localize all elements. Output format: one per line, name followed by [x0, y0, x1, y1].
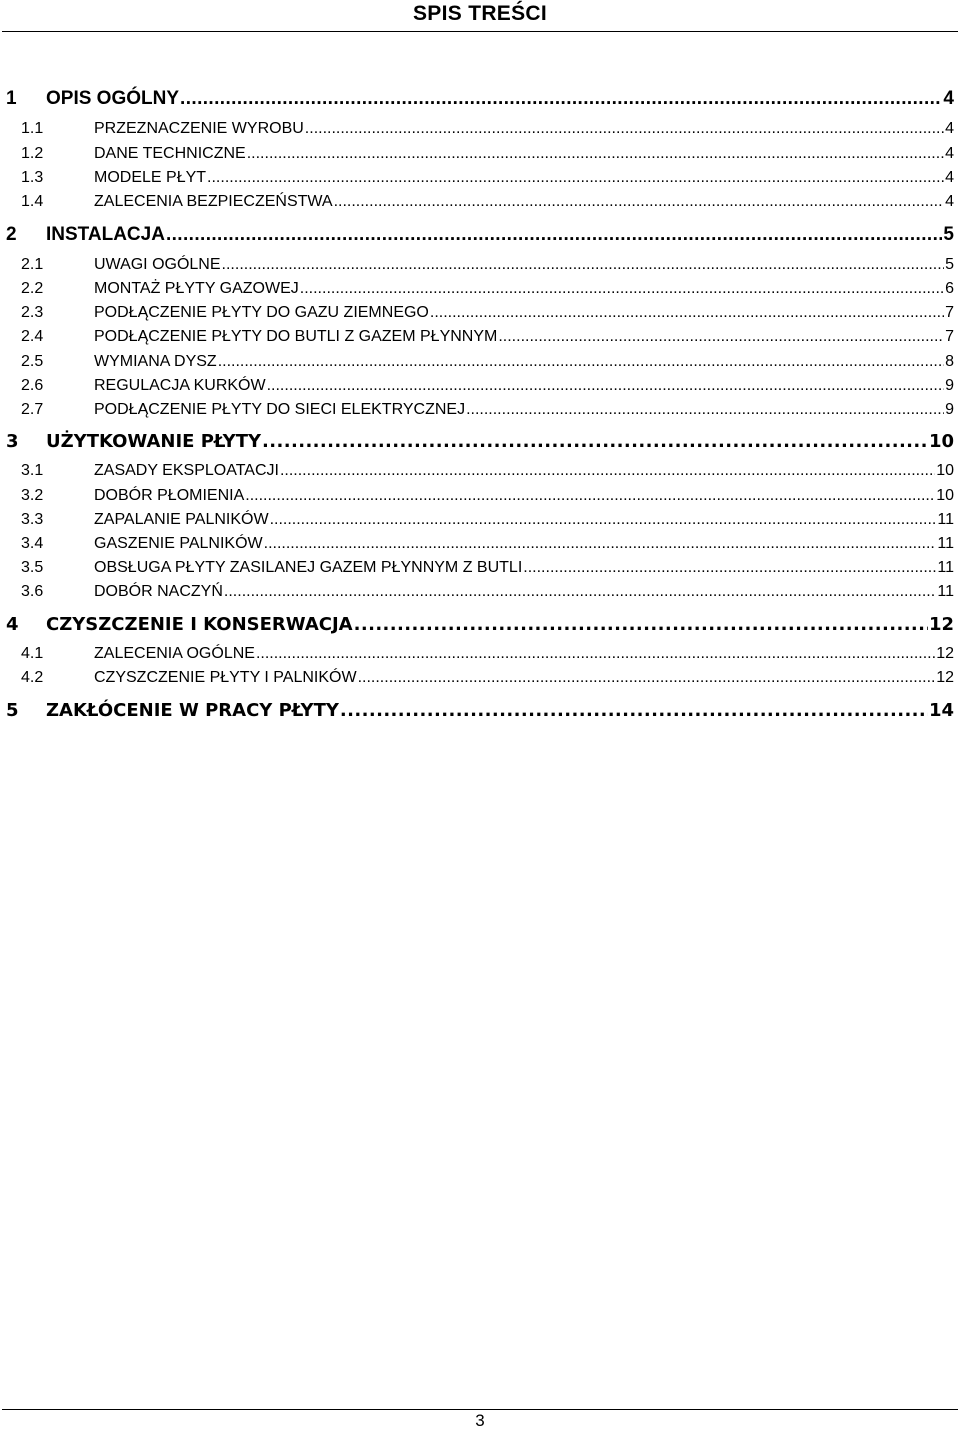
- toc-entry-2-6[interactable]: [6, 377, 954, 395]
- toc-entry-title: PODŁĄCZENIE PŁYTY DO GAZU ZIEMNEGO: [94, 304, 429, 321]
- toc-entry-title: PODŁĄCZENIE PŁYTY DO BUTLI Z GAZEM PŁYNNYM: [94, 328, 498, 345]
- dot-leader: [224, 583, 936, 601]
- toc-entry-title: CZYSZCZENIE PŁYTY I PALNIKÓW: [94, 669, 357, 686]
- toc-entry-page: 12: [936, 645, 954, 662]
- toc-entry-number: 1: [6, 88, 17, 109]
- toc-entry-title: ZALECENIA OGÓLNE: [94, 645, 255, 662]
- toc-entry-number: 2.4: [21, 328, 44, 345]
- toc-entry-page: 4: [945, 193, 954, 210]
- toc-entry-number: 3.5: [21, 559, 44, 576]
- dot-leader: [466, 401, 944, 419]
- toc-entry-3[interactable]: [6, 431, 954, 452]
- toc-entry-number: 1.4: [21, 193, 44, 210]
- dot-leader: [270, 511, 937, 529]
- toc-entry-page: 5: [945, 256, 954, 273]
- dot-leader: [358, 669, 936, 687]
- dot-leader: [222, 256, 945, 274]
- toc-entry-page: 8: [945, 353, 954, 370]
- dot-leader: [262, 431, 928, 452]
- toc-entry-2-7[interactable]: [6, 401, 954, 419]
- toc-entry-number: 4.2: [21, 669, 44, 686]
- toc-entry-title: DOBÓR PŁOMIENIA: [94, 487, 245, 504]
- toc-entry-page: 6: [945, 280, 954, 297]
- toc-entry-title: ZAPALANIE PALNIKÓW: [94, 511, 269, 528]
- toc-entry-title: PRZEZNACZENIE WYROBU: [94, 120, 304, 137]
- dot-leader: [256, 645, 935, 663]
- dot-leader: [247, 145, 944, 163]
- toc-entry-title: MONTAŻ PŁYTY GAZOWEJ: [94, 280, 299, 297]
- toc-entry-number: 2.5: [21, 353, 44, 370]
- dot-leader: [430, 304, 944, 322]
- toc-entry-page: 9: [945, 401, 954, 418]
- toc-entry-page: 5: [943, 224, 954, 245]
- dot-leader: [354, 614, 928, 635]
- title-divider: [2, 31, 958, 32]
- toc-entry-page: 7: [945, 328, 954, 345]
- toc-entry-page: 7: [945, 304, 954, 321]
- toc-entry-page: 11: [937, 583, 954, 600]
- toc-entry-4[interactable]: [6, 614, 954, 635]
- toc-entry-2-3[interactable]: [6, 304, 954, 322]
- toc-entry-4-1[interactable]: [6, 645, 954, 663]
- toc-entry-title: GASZENIE PALNIKÓW: [94, 535, 263, 552]
- toc-entry-page: 14: [928, 700, 954, 721]
- toc-entry-title: UWAGI OGÓLNE: [94, 256, 221, 273]
- toc-entry-title: INSTALACJA: [46, 224, 165, 245]
- toc-entry-title: WYMIANA DYSZ: [94, 353, 217, 370]
- toc-entry-2-5[interactable]: [6, 353, 954, 371]
- toc-entry-page: 4: [943, 88, 954, 109]
- toc-entry-1-2[interactable]: [6, 145, 954, 163]
- toc-entry-number: 3.6: [21, 583, 44, 600]
- dot-leader: [334, 193, 945, 211]
- toc-entry-2[interactable]: [6, 224, 954, 246]
- toc-entry-number: 2.1: [21, 256, 44, 273]
- toc-entry-1[interactable]: [6, 88, 954, 110]
- toc-entry-number: 2.7: [21, 401, 44, 418]
- toc-entry-number: 3.3: [21, 511, 44, 528]
- toc-entry-title: UŻYTKOWANIE PŁYTY: [46, 431, 262, 452]
- dot-leader: [218, 353, 944, 371]
- dot-leader: [280, 462, 935, 480]
- toc-entry-3-4[interactable]: [6, 535, 954, 553]
- toc-entry-number: 1.3: [21, 169, 44, 186]
- toc-entry-2-4[interactable]: [6, 328, 954, 346]
- toc-entry-number: 3: [6, 431, 19, 452]
- toc-entry-page: 4: [945, 169, 954, 186]
- toc-entry-number: 2.2: [21, 280, 44, 297]
- toc-entry-page: 11: [937, 535, 954, 552]
- dot-leader: [305, 120, 944, 138]
- toc-entry-title: DOBÓR NACZYŃ: [94, 583, 223, 600]
- toc-entry-1-4[interactable]: [6, 193, 954, 211]
- dot-leader: [340, 700, 928, 721]
- toc-entry-page: 10: [936, 462, 954, 479]
- toc-entry-2-1[interactable]: [6, 256, 954, 274]
- document-title: SPIS TREŚCI: [413, 2, 547, 25]
- dot-leader: [264, 535, 937, 553]
- toc-entry-3-1[interactable]: [6, 462, 954, 480]
- page-number: 3: [475, 1411, 485, 1430]
- toc-entry-number: 2.6: [21, 377, 44, 394]
- dot-leader: [498, 328, 944, 346]
- footer-divider: [2, 1409, 958, 1410]
- dot-leader: [180, 88, 942, 110]
- toc-entry-1-1[interactable]: [6, 120, 954, 138]
- toc-entry-number: 2: [6, 224, 17, 245]
- toc-entry-number: 1.2: [21, 145, 44, 162]
- toc-entry-number: 5: [6, 700, 19, 721]
- toc-entry-number: 2.3: [21, 304, 44, 321]
- toc-entry-page: 11: [937, 511, 954, 528]
- toc-entry-number: 3.4: [21, 535, 44, 552]
- dot-leader: [245, 487, 935, 505]
- toc-entry-1-3[interactable]: [6, 169, 954, 187]
- toc-entry-title: DANE TECHNICZNE: [94, 145, 246, 162]
- toc-entry-5[interactable]: [6, 700, 954, 721]
- toc-entry-number: 4.1: [21, 645, 44, 662]
- toc-entry-4-2[interactable]: [6, 669, 954, 687]
- toc-entry-number: 1.1: [21, 120, 44, 137]
- dot-leader: [300, 280, 944, 298]
- toc-entry-2-2[interactable]: [6, 280, 954, 298]
- toc-entry-title: OPIS OGÓLNY: [46, 88, 180, 109]
- toc-entry-title: PODŁĄCZENIE PŁYTY DO SIECI ELEKTRYCZNEJ: [94, 401, 466, 418]
- toc-entry-page: 4: [945, 145, 954, 162]
- toc-entry-page: 12: [936, 669, 954, 686]
- toc-entry-page: 11: [937, 559, 954, 576]
- toc-entry-title: ZASADY EKSPLOATACJI: [94, 462, 279, 479]
- toc-entry-3-5[interactable]: [6, 559, 954, 577]
- toc-entry-number: 3.1: [21, 462, 44, 479]
- dot-leader: [166, 224, 942, 246]
- toc-entry-number: 3.2: [21, 487, 44, 504]
- toc-entry-number: 4: [6, 614, 19, 635]
- dot-leader: [207, 169, 944, 187]
- dot-leader: [523, 559, 936, 577]
- toc-entry-page: 12: [928, 614, 954, 635]
- toc-entry-title: OBSŁUGA PŁYTY ZASILANEJ GAZEM PŁYNNYM Z BUTLI: [94, 559, 523, 576]
- toc-entry-3-2[interactable]: [6, 487, 954, 505]
- toc-entry-3-3[interactable]: [6, 511, 954, 529]
- toc-entry-title: CZYSZCZENIE I KONSERWACJA: [46, 614, 353, 635]
- toc-entry-title: MODELE PŁYT: [94, 169, 207, 186]
- dot-leader: [267, 377, 945, 395]
- toc-entry-page: 10: [936, 487, 954, 504]
- toc-entry-page: 9: [945, 377, 954, 394]
- toc-entry-title: ZALECENIA BEZPIECZEŃSTWA: [94, 193, 333, 210]
- toc-entry-page: 10: [928, 431, 954, 452]
- toc-entry-title: REGULACJA KURKÓW: [94, 377, 266, 394]
- toc-entry-page: 4: [945, 120, 954, 137]
- toc-entry-title: ZAKŁÓCENIE W PRACY PŁYTY: [46, 700, 339, 721]
- toc-entry-3-6[interactable]: [6, 583, 954, 601]
